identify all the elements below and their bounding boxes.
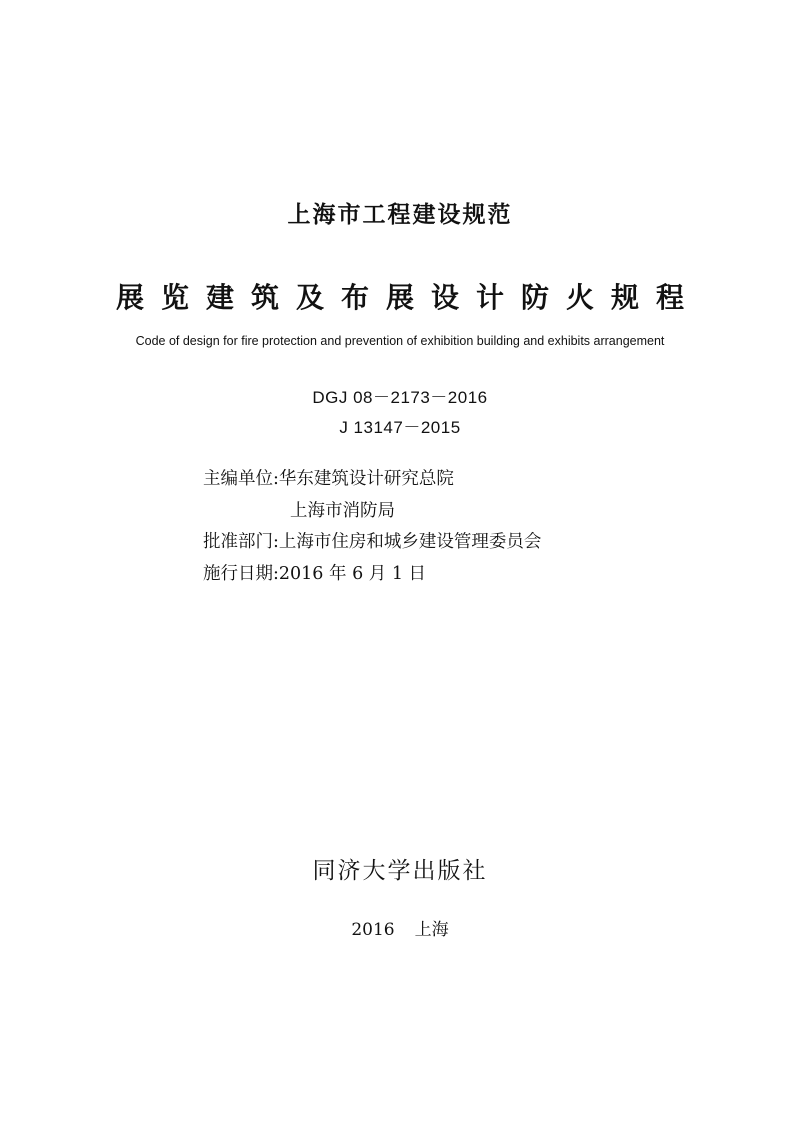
j-code: J 13147－2015 — [339, 418, 461, 437]
approver-label: 批准部门: — [203, 532, 279, 552]
effective-date-row — [203, 559, 541, 591]
editor-primary: 华东建筑设计研究总院 — [278, 469, 454, 489]
publisher-name: 同济大学出版社 — [312, 858, 488, 884]
publication-city: 上海 — [414, 920, 449, 940]
publication-info — [0, 915, 800, 940]
document-metadata — [203, 464, 541, 590]
editor-row-2 — [203, 496, 541, 528]
english-subtitle: Code of design for fire protection and prevention of exhibition building and exhibits arrangement — [135, 334, 665, 348]
dgj-code: DGJ 08－2173－2016 — [312, 388, 488, 407]
editor-label: 主编单位: — [203, 469, 279, 489]
approver-value: 上海市住房和城乡建设管理委员会 — [278, 532, 542, 552]
standard-series-title: 上海市工程建设规范 — [287, 202, 513, 228]
approver-row — [203, 527, 541, 559]
editor-secondary: 上海市消防局 — [290, 500, 395, 521]
effective-date-value: 2016 年 6 月 1 日 — [278, 563, 427, 584]
publication-year: 2016 — [351, 920, 395, 940]
document-title: 展览建筑及布展设计防火规程 — [115, 281, 701, 314]
effective-date-label: 施行日期: — [203, 563, 279, 584]
editor-row — [203, 464, 541, 496]
